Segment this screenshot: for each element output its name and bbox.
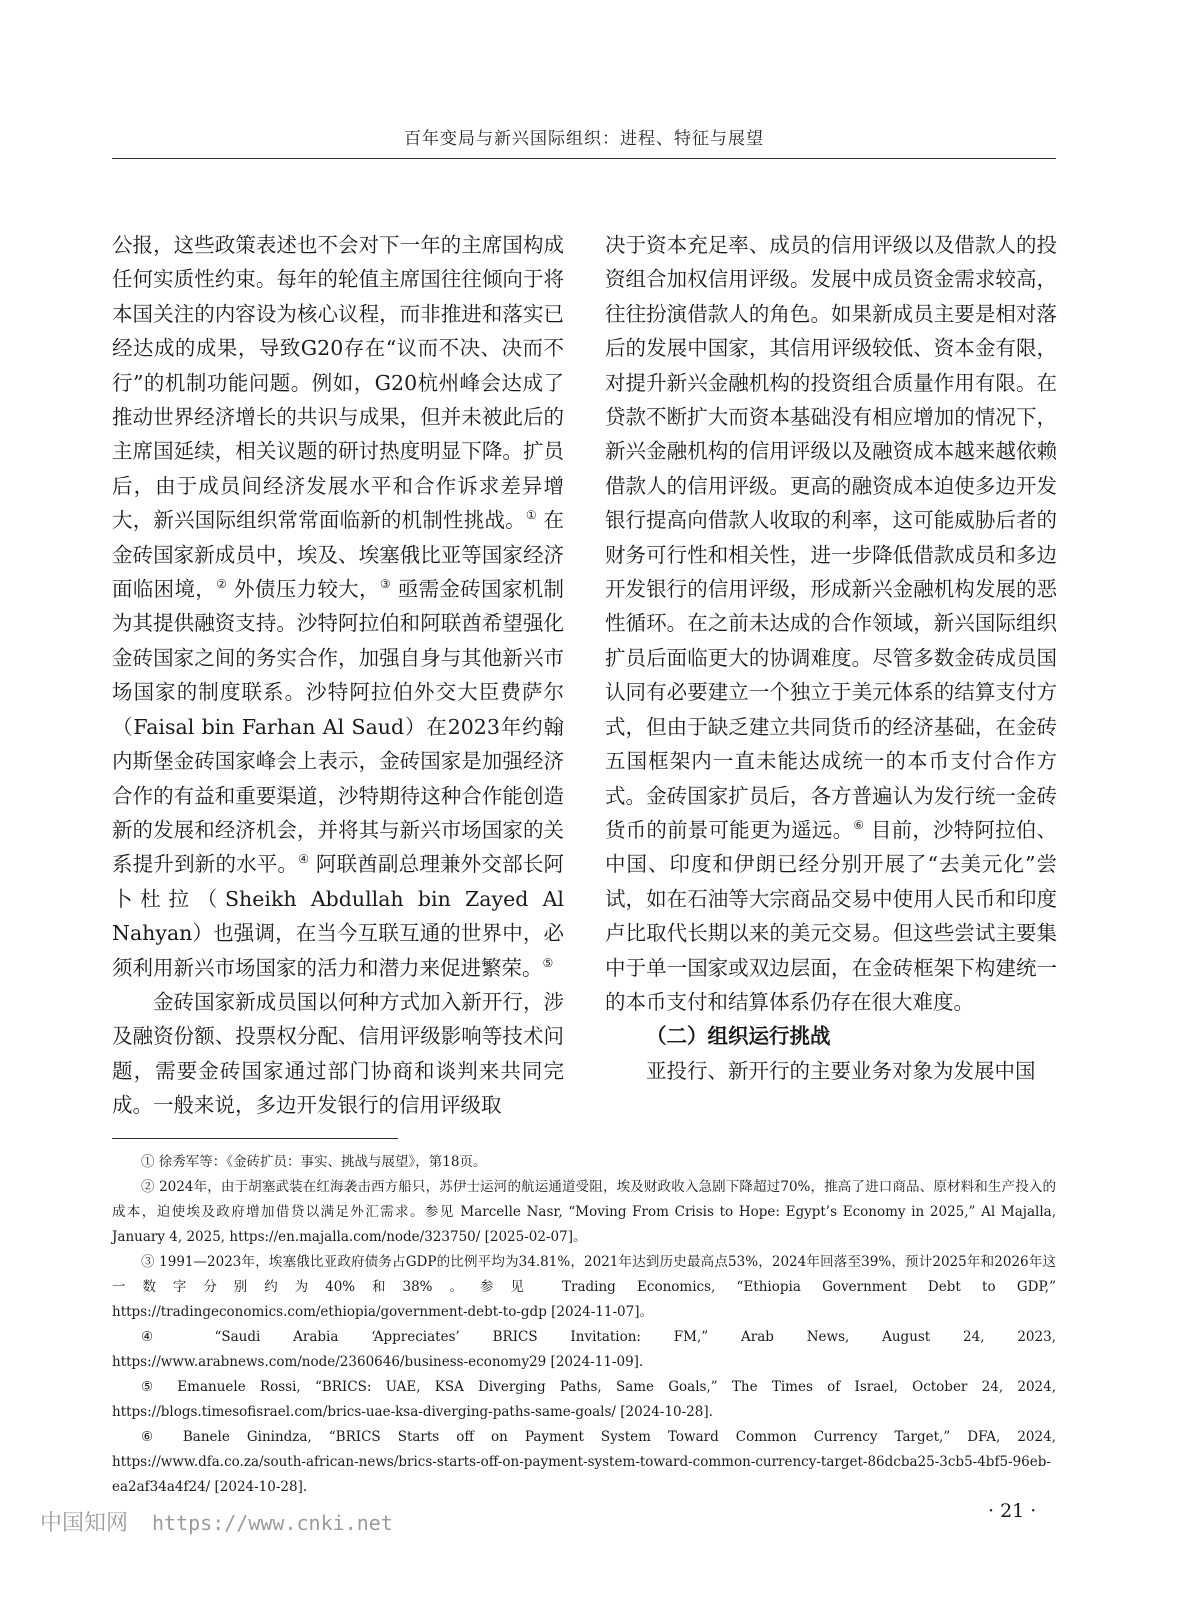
footnote-6: ⑥ Banele Ginindza, “BRICS Starts off on Payment System Toward Common Currency Target,” DFA, 2024, https://www.dfa.co.za/south-african-news/brics-starts-off-on-payment-system-toward-common-currency-target-86dcba25-3cb5-4bf5-96eb-ea2af34a4f24/ [2024-10-28]. <box>112 1429 1056 1495</box>
footnote-2: ② 2024年，由于胡塞武装在红海袭击西方船只，苏伊士运河的航运通道受阻，埃及财政收入急剧下降超过70%，推高了进口商品、原材料和生产投入的成本，迫使埃及政府增加借贷以满足外汇需求。参见 Marcelle Nasr, “Moving From Crisis to Hope: Egypt’s Economy in 2025,” Al Majalla, January 4, 2025, https://en.majalla.com/node/323750/ [2025-02-07]。 <box>112 1179 1056 1245</box>
running-header: 百年变局与新兴国际组织：进程、特征与展望 <box>404 129 764 149</box>
cnki-watermark <box>40 1506 393 1537</box>
right-paragraph-2: 亚投行、新开行的主要业务对象为发展中国 <box>646 1058 1036 1083</box>
watermark-url[interactable]: https://www.cnki.net <box>152 1511 393 1535</box>
header-divider <box>112 158 1056 159</box>
footnote-divider <box>112 1138 398 1139</box>
right-paragraph-1: 决于资本充足率、成员的信用评级以及借款人的投资组合加权信用评级。发展中成员资金需求较高，往往扮演借款人的角色。如果新成员主要是相对落后的发展中国家，其信用评级较低、资本金有限，对提升新兴金融机构的投资组合质量作用有限。在贷款不断扩大而资本基础没有相应增加的情况下，新兴金融机构的信用评级以及融资成本越来越依赖借款人的信用评级。更高的融资成本迫使多边开发银行提高向借款人收取的利率，这可能威胁后者的财务可行性和相关性，进一步降低借款成员和多边开发银行的信用评级，形成新兴金融机构发展的恶性循环。在之前未达成的合作领域，新兴国际组织扩员后面临更大的协调难度。尽管多数金砖成员国认同有必要建立一个独立于美元体系的结算支付方式，但由于缺乏建立共同货币的经济基础，在金砖五国框架内一直未能达成统一的本币支付合作方式。金砖国家扩员后，各方普遍认为发行统一金砖货币的前景可能更为遥远。⑥ 目前，沙特阿拉伯、中国、印度和伊朗已经分别开展了“去美元化”尝试，如在石油等大宗商品交易中使用人民币和印度卢比取代长期以来的美元交易。但这些尝试主要集中于单一国家或双边层面，在金砖框架下构建统一的本币支付和结算体系仍存在很大难度。 <box>605 233 1057 1014</box>
footnote-1: ① 徐秀军等：《金砖扩员：事实、挑战与展望》，第18页。 <box>141 1154 487 1170</box>
left-paragraph-2: 金砖国家新成员国以何种方式加入新开行，涉及融资份额、投票权分配、信用评级影响等技术问题，需要金砖国家通过部门协商和谈判来共同完成。一般来说，多边开发银行的信用评级取 <box>112 989 564 1118</box>
section-heading: （二）组织运行挑战 <box>646 1024 831 1049</box>
footnote-ref-3[interactable]: ③ <box>379 577 391 592</box>
footnote-ref-4[interactable]: ④ <box>298 852 310 867</box>
footnotes <box>112 1150 1056 1500</box>
right-column <box>605 228 1057 1088</box>
footnote-3: ③ 1991—2023年，埃塞俄比亚政府债务占GDP的比例平均为34.81%，2021年达到历史最高点53%，2024年回落至39%，预计2025年和2026年这一数字分别约为40%和38%。参见 Trading Economics, “Ethiopia Government Debt to GDP,” https://tradingeconomics.com/ethiopia/government-debt-to-gdp [2024-11-07]。 <box>112 1254 1056 1320</box>
watermark-name: 中国知网 <box>40 1511 129 1536</box>
left-column <box>112 228 564 1123</box>
left-paragraph-1: 公报，这些政策表述也不会对下一年的主席国构成任何实质性约束。每年的轮值主席国往往倾向于将本国关注的内容设为核心议程，而非推进和落实已经达成的成果，导致G20存在“议而不决、决而不行”的机制功能问题。例如，G20杭州峰会达成了推动世界经济增长的共识与成果，但并未被此后的主席国延续，相关议题的研讨热度明显下降。扩员后，由于成员间经济发展水平和合作诉求差异增大，新兴国际组织常常面临新的机制性挑战。① 在金砖国家新成员中，埃及、埃塞俄比亚等国家经济面临困境，② 外债压力较大，③ 亟需金砖国家机制为其提供融资支持。沙特阿拉伯和阿联酋希望强化金砖国家之间的务实合作，加强自身与其他新兴市场国家的制度联系。沙特阿拉伯外交大臣费萨尔（Faisal bin Farhan Al Saud）在2023年约翰内斯堡金砖国家峰会上表示，金砖国家是加强经济合作的有益和重要渠道，沙特期待这种合作能创造新的发展和经济机会，并将其与新兴市场国家的关系提升到新的水平。④ 阿联酋副总理兼外交部长阿卜杜拉（Sheikh Abdullah bin Zayed Al Nahyan）也强调，在当今互联互通的世界中，必须利用新兴市场国家的活力和潜力来促进繁荣。⑤ <box>112 233 565 980</box>
footnote-4: ④ “Saudi Arabia ‘Appreciates’ BRICS Invitation: FM,” Arab News, August 24, 2023, https://www.arabnews.com/node/2360646/business-economy29 [2024-11-09]. <box>112 1329 1056 1370</box>
footnote-ref-6[interactable]: ⑥ <box>853 818 865 833</box>
footnote-ref-5[interactable]: ⑤ <box>542 955 554 970</box>
footnote-5: ⑤ Emanuele Rossi, “BRICS: UAE, KSA Diverging Paths, Same Goals,” The Times of Israel, October 24, 2024, https://blogs.timesofisrael.com/brics-uae-ksa-diverging-paths-same-goals/ [2024-10-28]. <box>112 1379 1056 1420</box>
footnote-ref-2[interactable]: ② <box>216 577 228 592</box>
footnote-ref-1[interactable]: ① <box>525 508 537 523</box>
page-number: · 21 · <box>988 1500 1037 1522</box>
